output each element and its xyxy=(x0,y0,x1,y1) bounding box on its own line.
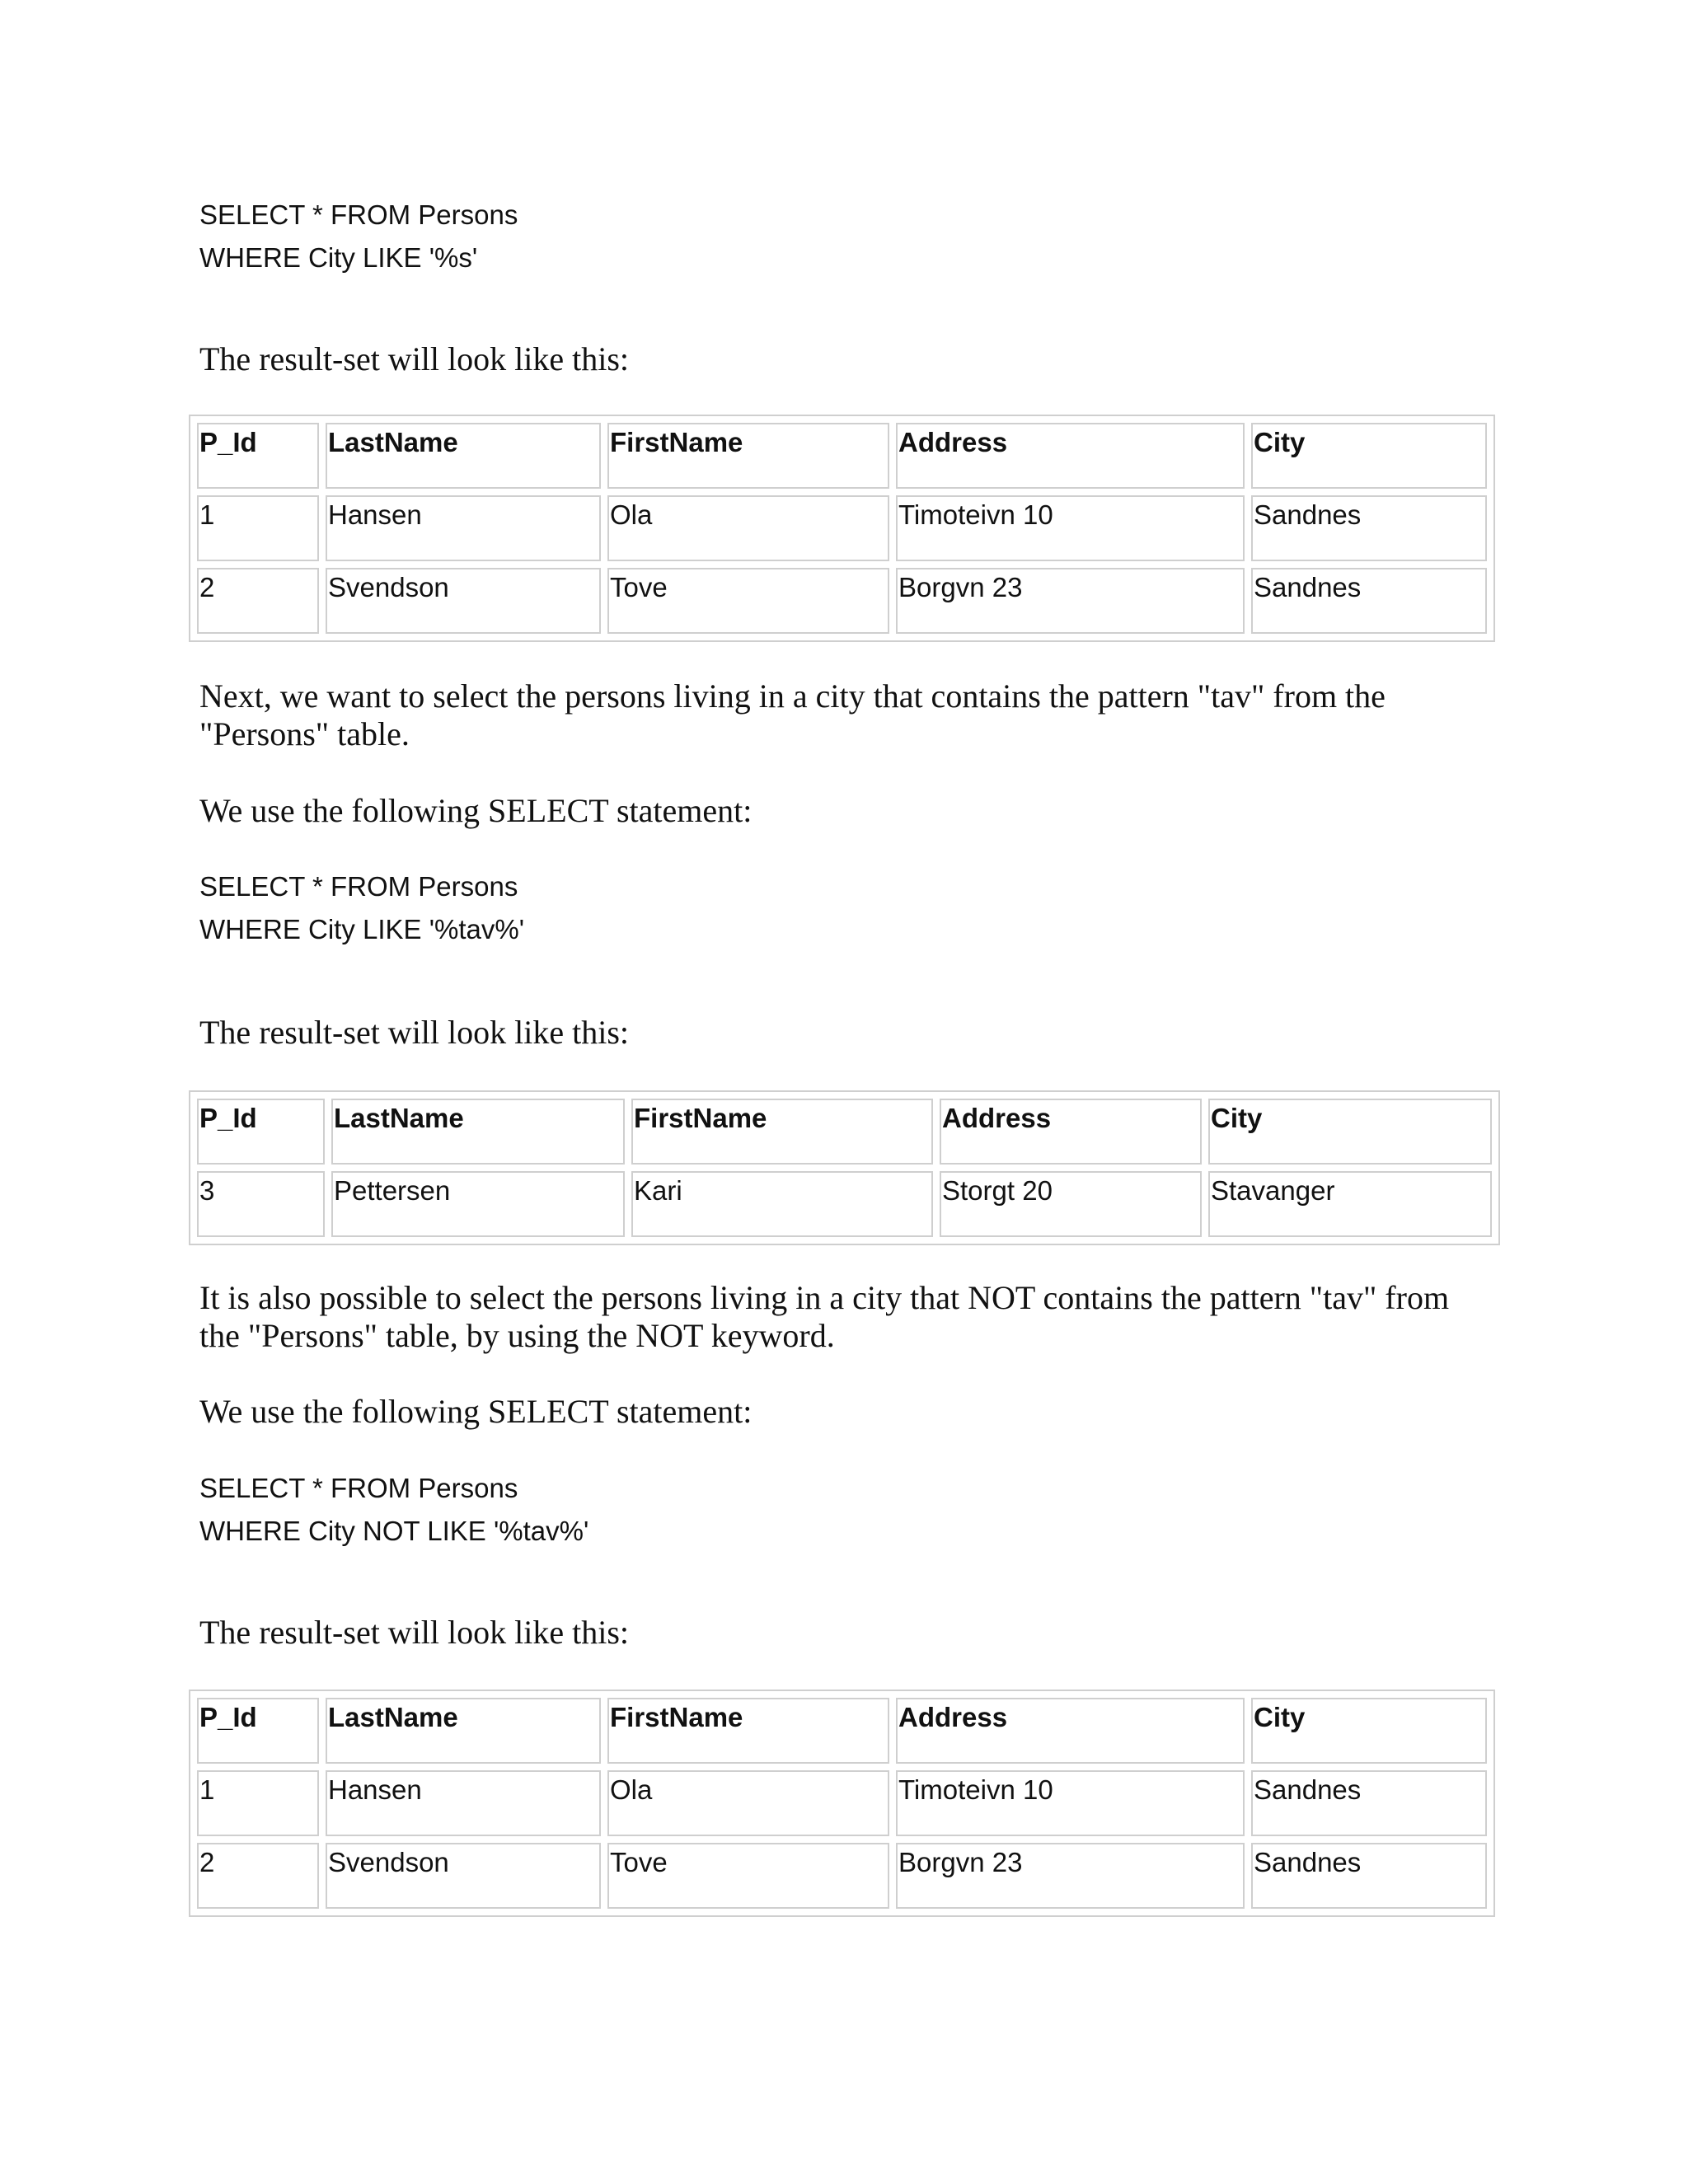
table-cell: Stavanger xyxy=(1208,1171,1492,1237)
header-cell: FirstName xyxy=(607,1698,889,1764)
table-row xyxy=(197,1770,1487,1836)
table-cell: Borgvn 23 xyxy=(896,1843,1245,1909)
sql-query-3 xyxy=(199,1467,588,1553)
table-cell: Hansen xyxy=(326,1770,601,1836)
sql-line: WHERE City LIKE '%s' xyxy=(199,242,478,273)
table-cell: 1 xyxy=(197,495,319,561)
header-cell: LastName xyxy=(331,1099,625,1165)
use-statement-2: We use the following SELECT statement: xyxy=(199,1393,753,1430)
table-cell: Sandnes xyxy=(1251,568,1487,634)
table-cell: 1 xyxy=(197,1770,319,1836)
header-cell: LastName xyxy=(326,1698,601,1764)
table-cell: Kari xyxy=(631,1171,933,1237)
sql-line: SELECT * FROM Persons xyxy=(199,199,518,230)
use-statement-1: We use the following SELECT statement: xyxy=(199,792,753,829)
table-cell: Svendson xyxy=(326,568,601,634)
table-cell: Sandnes xyxy=(1251,1770,1487,1836)
header-cell: Address xyxy=(896,1698,1245,1764)
table-cell: Sandnes xyxy=(1251,1843,1487,1909)
table-cell: Timoteivn 10 xyxy=(896,1770,1245,1836)
paragraph-not: It is also possible to select the persons living in a city that NOT contains the pattern "tav" from the "Persons" table, by using the NOT keyword. xyxy=(199,1279,1450,1354)
header-cell: City xyxy=(1251,423,1487,489)
result-label-2: The result-set will look like this: xyxy=(199,1014,630,1051)
table-cell: Timoteivn 10 xyxy=(896,495,1245,561)
table-cell: Storgt 20 xyxy=(940,1171,1202,1237)
table-cell: Tove xyxy=(607,568,889,634)
table-row xyxy=(197,1171,1492,1237)
table-row xyxy=(197,495,1487,561)
table-header-row xyxy=(197,423,1487,489)
result-label-3: The result-set will look like this: xyxy=(199,1614,630,1651)
result-table-1 xyxy=(189,415,1495,642)
sql-line: SELECT * FROM Persons xyxy=(199,871,518,902)
header-cell: Address xyxy=(940,1099,1202,1165)
header-cell: FirstName xyxy=(607,423,889,489)
header-cell: City xyxy=(1251,1698,1487,1764)
table-cell: Hansen xyxy=(326,495,601,561)
table-row xyxy=(197,1843,1487,1909)
header-cell: P_Id xyxy=(197,1099,325,1165)
sql-line: WHERE City NOT LIKE '%tav%' xyxy=(199,1516,589,1546)
header-cell: Address xyxy=(896,423,1245,489)
table-header-row xyxy=(197,1698,1487,1764)
table-header-row xyxy=(197,1099,1492,1165)
header-cell: FirstName xyxy=(631,1099,933,1165)
header-cell: City xyxy=(1208,1099,1492,1165)
table-cell: Pettersen xyxy=(331,1171,625,1237)
table-row xyxy=(197,568,1487,634)
table-cell: Ola xyxy=(607,495,889,561)
sql-query-2 xyxy=(199,865,524,951)
table-cell: Svendson xyxy=(326,1843,601,1909)
result-table-3 xyxy=(189,1690,1495,1917)
result-label-1: The result-set will look like this: xyxy=(199,340,630,377)
sql-line: SELECT * FROM Persons xyxy=(199,1473,518,1503)
sql-query-1 xyxy=(199,194,518,279)
table-cell: Borgvn 23 xyxy=(896,568,1245,634)
table-cell: 2 xyxy=(197,1843,319,1909)
table-cell: 2 xyxy=(197,568,319,634)
table-cell: Sandnes xyxy=(1251,495,1487,561)
paragraph-tav: Next, we want to select the persons living in a city that contains the pattern "tav" from the "Persons" table. xyxy=(199,677,1386,752)
sql-line: WHERE City LIKE '%tav%' xyxy=(199,914,525,944)
table-cell: Tove xyxy=(607,1843,889,1909)
header-cell: LastName xyxy=(326,423,601,489)
header-cell: P_Id xyxy=(197,423,319,489)
header-cell: P_Id xyxy=(197,1698,319,1764)
table-cell: 3 xyxy=(197,1171,325,1237)
result-table-2 xyxy=(189,1090,1500,1245)
table-cell: Ola xyxy=(607,1770,889,1836)
